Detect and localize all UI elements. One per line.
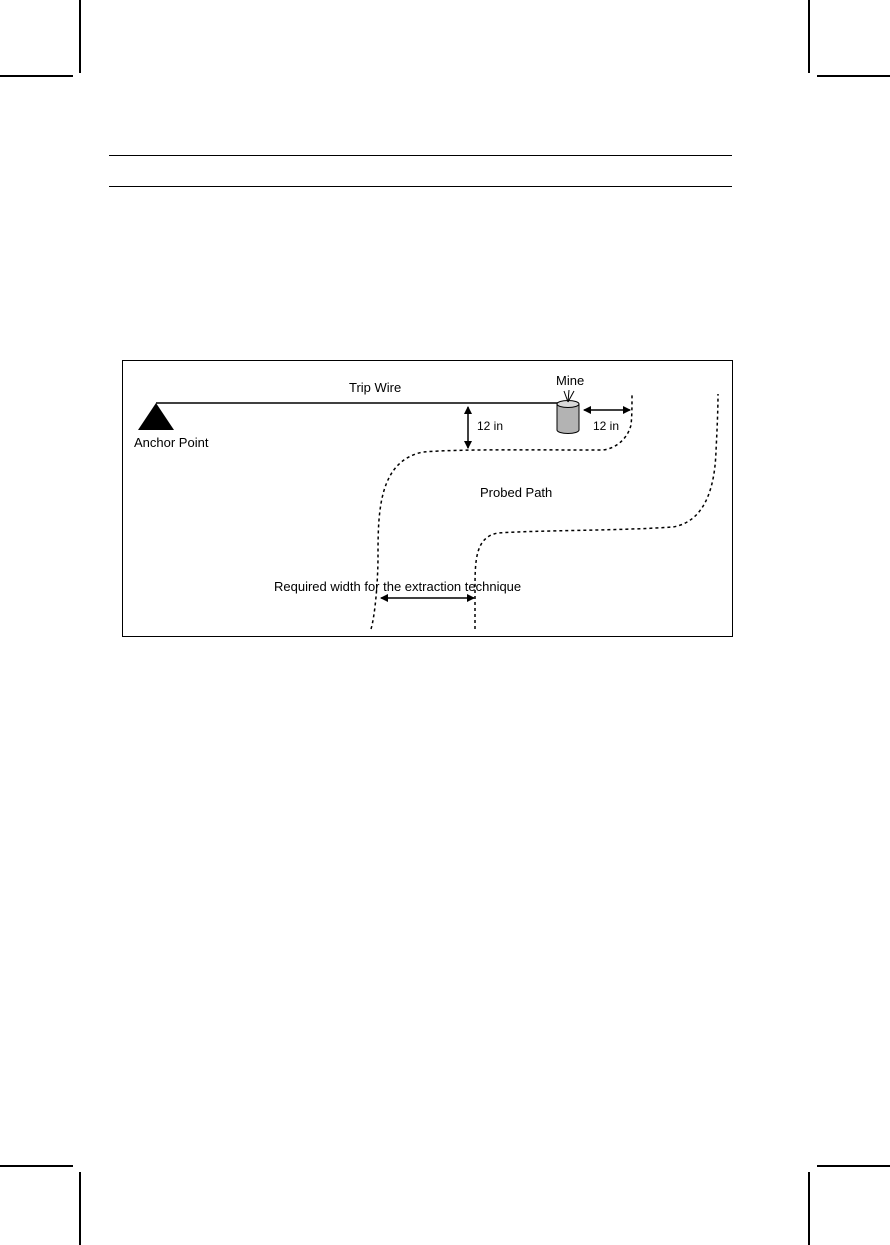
crop-mark-top-left-vertical (79, 0, 81, 73)
header-rule-bottom (109, 186, 732, 187)
crop-mark-bottom-left-vertical (79, 1172, 81, 1245)
crop-mark-top-right-vertical (808, 0, 810, 73)
crop-mark-bottom-right-horizontal (817, 1165, 890, 1167)
probed-path-label: Probed Path (480, 485, 553, 500)
triangle-anchor-icon (138, 403, 174, 430)
header-rule-top (109, 155, 732, 156)
vertical-distance-label: 12 in (477, 419, 504, 433)
crop-mark-bottom-right-vertical (808, 1172, 810, 1245)
crop-mark-bottom-left-horizontal (0, 1165, 73, 1167)
trip-wire-diagram (123, 361, 734, 638)
required-width-label: Required width for the extraction technique (274, 579, 522, 594)
crop-mark-top-left-horizontal (0, 75, 73, 77)
anchor-point-label: Anchor Point (134, 435, 209, 450)
figure-frame (122, 360, 733, 637)
mine-label: Mine (556, 373, 585, 388)
trip-wire-label: Trip Wire (349, 380, 402, 395)
cylinder-mine-icon (557, 390, 579, 434)
crop-mark-top-right-horizontal (817, 75, 890, 77)
horizontal-distance-label: 12 in (593, 419, 620, 433)
